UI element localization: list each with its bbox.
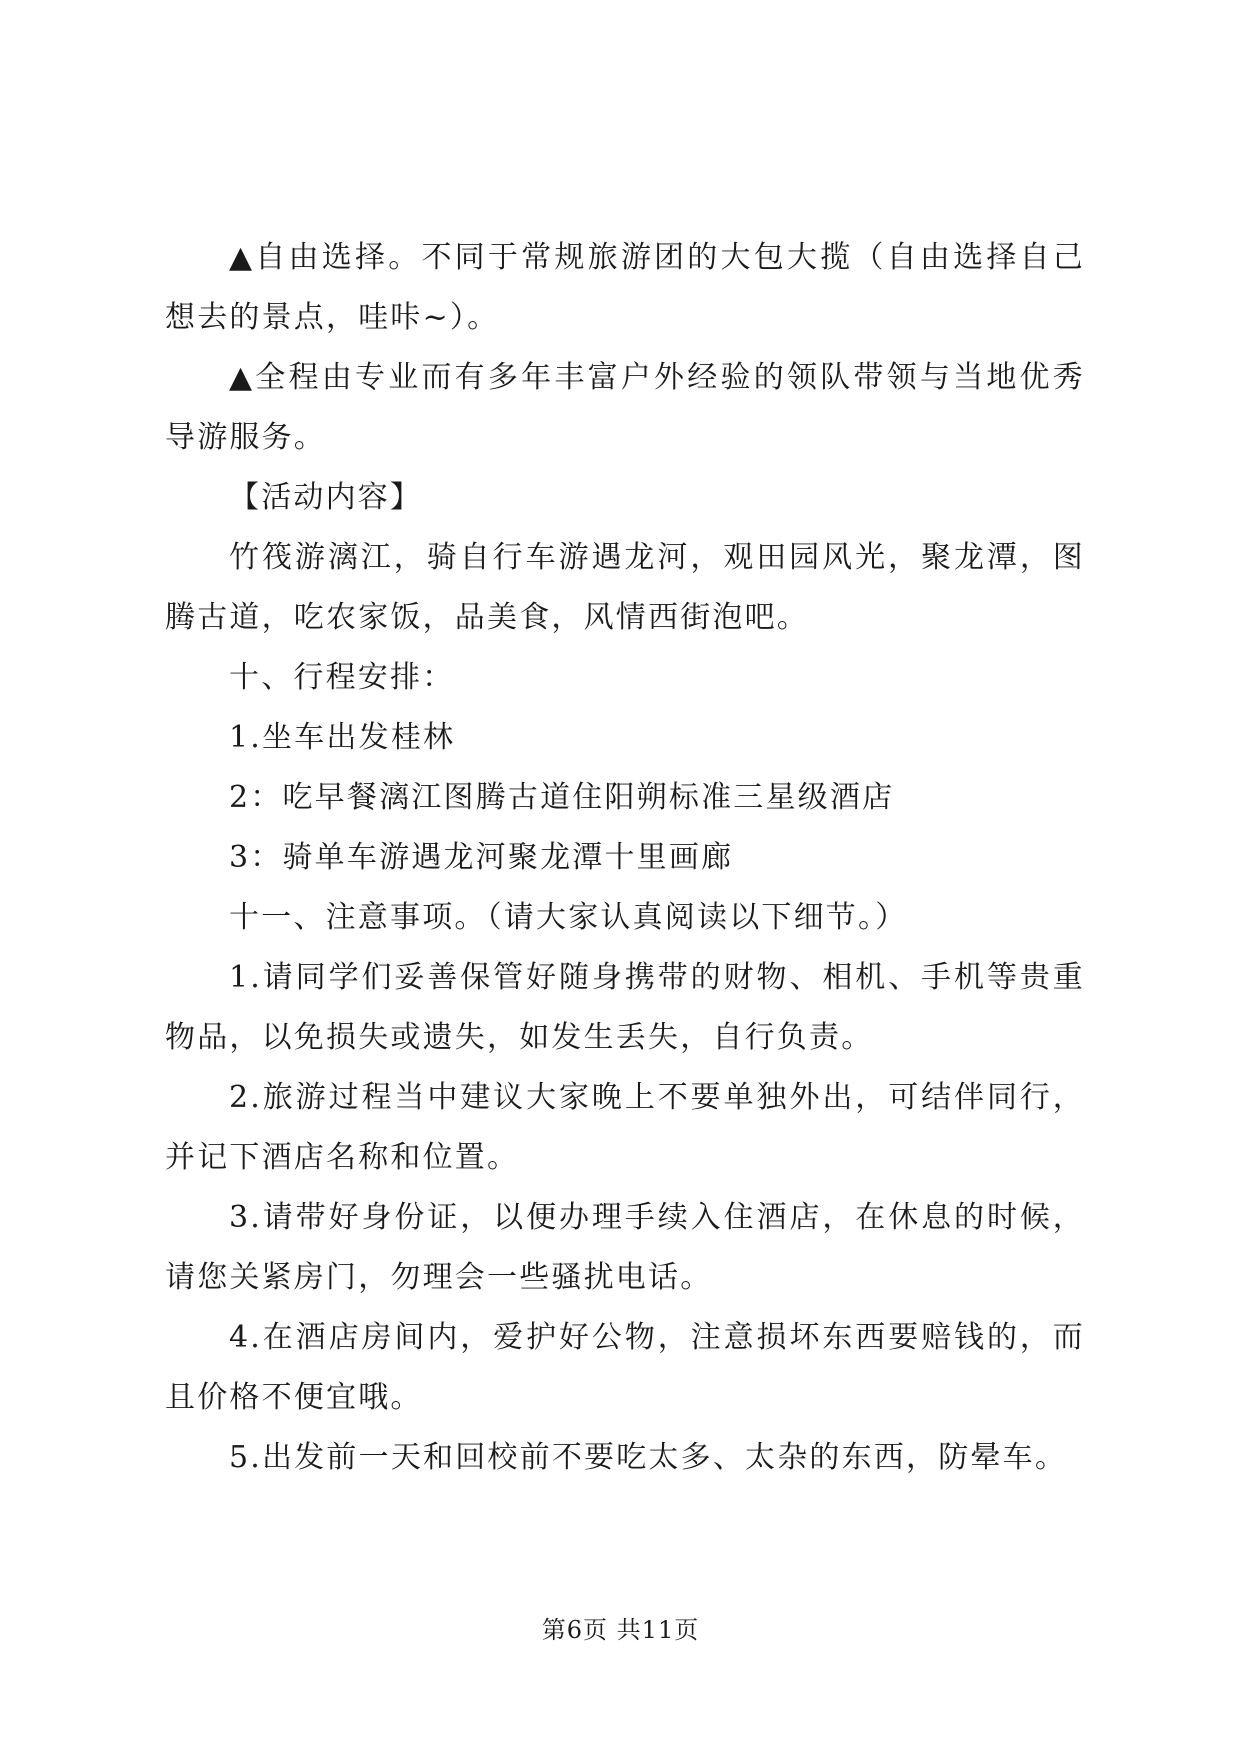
paragraph-guide-service: ▲全程由专业而有多年丰富户外经验的领队带领与当地优秀导游服务。 xyxy=(165,360,1085,455)
note-item-5: 5.出发前一天和回校前不要吃太多、太杂的东西，防晕车。 xyxy=(229,1440,1068,1475)
page-number-footer: 第6页 共11页 xyxy=(541,1616,700,1644)
document-body xyxy=(165,228,1085,1488)
section-heading-activities: 【活动内容】 xyxy=(229,480,423,515)
note-item-3: 3.请带好身份证，以便办理手续入住酒店，在休息的时候，请您关紧房门，勿理会一些骚扰电话。 xyxy=(165,1200,1085,1295)
note-item-4: 4.在酒店房间内，爱护好公物，注意损坏东西要赔钱的，而且价格不便宜哦。 xyxy=(165,1320,1085,1415)
itinerary-item-3: 3：骑单车游遇龙河聚龙潭十里画廊 xyxy=(229,840,734,875)
note-item-1: 1.请同学们妥善保管好随身携带的财物、相机、手机等贵重物品，以免损失或遗失，如发生丢失，自行负责。 xyxy=(165,960,1085,1055)
itinerary-item-2: 2：吃早餐漓江图腾古道住阳朔标准三星级酒店 xyxy=(229,780,895,815)
paragraph-free-choice: ▲自由选择。不同于常规旅游团的大包大揽（自由选择自己想去的景点，哇咔~）。 xyxy=(165,240,1085,335)
section-heading-notes: 十一、注意事项。（请大家认真阅读以下细节。） xyxy=(229,900,908,935)
itinerary-item-1: 1.坐车出发桂林 xyxy=(229,720,456,755)
section-heading-itinerary: 十、行程安排： xyxy=(229,660,455,695)
note-item-2: 2.旅游过程当中建议大家晚上不要单独外出，可结伴同行，并记下酒店名称和位置。 xyxy=(165,1080,1085,1175)
paragraph-activities: 竹筏游漓江，骑自行车游遇龙河，观田园风光，聚龙潭，图腾古道，吃农家饭，品美食，风情西街泡吧。 xyxy=(165,540,1085,635)
